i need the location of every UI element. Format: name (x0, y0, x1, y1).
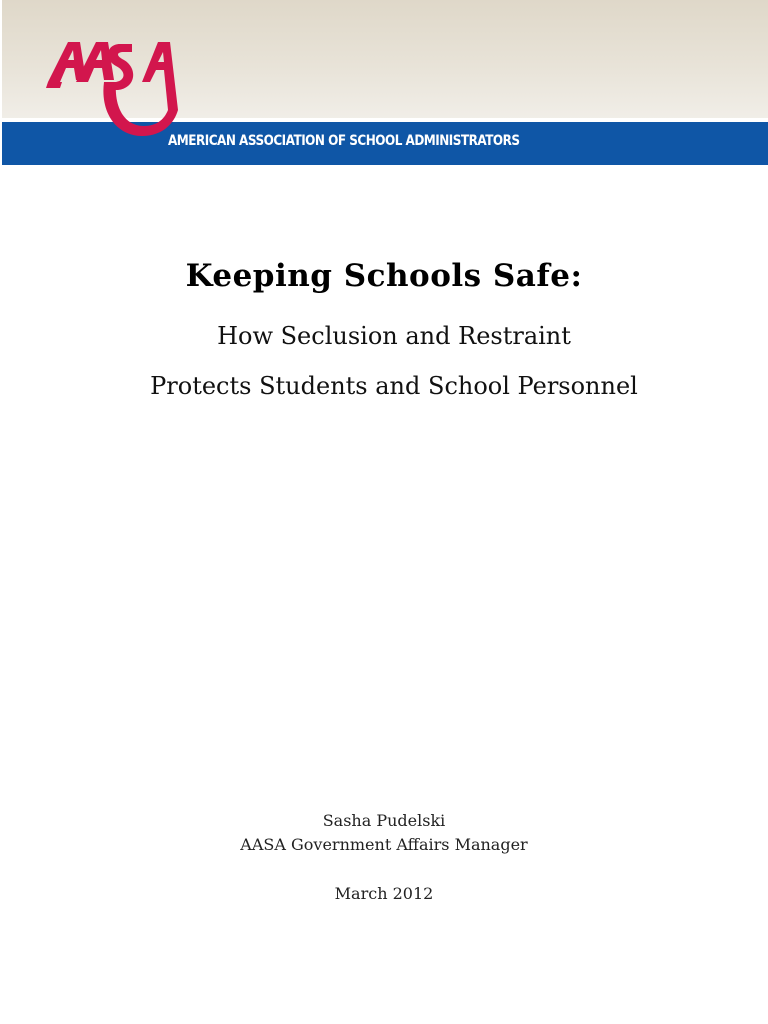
organization-name: AMERICAN ASSOCIATION OF SCHOOL ADMINISTRATORS (168, 133, 520, 149)
author-role: AASA Government Affairs Manager (240, 835, 528, 854)
document-title: Keeping Schools Safe: (185, 258, 583, 294)
document-subtitle-line2: Protects Students and School Personnel (150, 372, 638, 400)
header-banner (2, 0, 768, 165)
document-subtitle-line1: How Seclusion and Restraint (217, 322, 571, 350)
publication-date: March 2012 (334, 884, 434, 903)
author-name: Sasha Pudelski (322, 811, 446, 830)
